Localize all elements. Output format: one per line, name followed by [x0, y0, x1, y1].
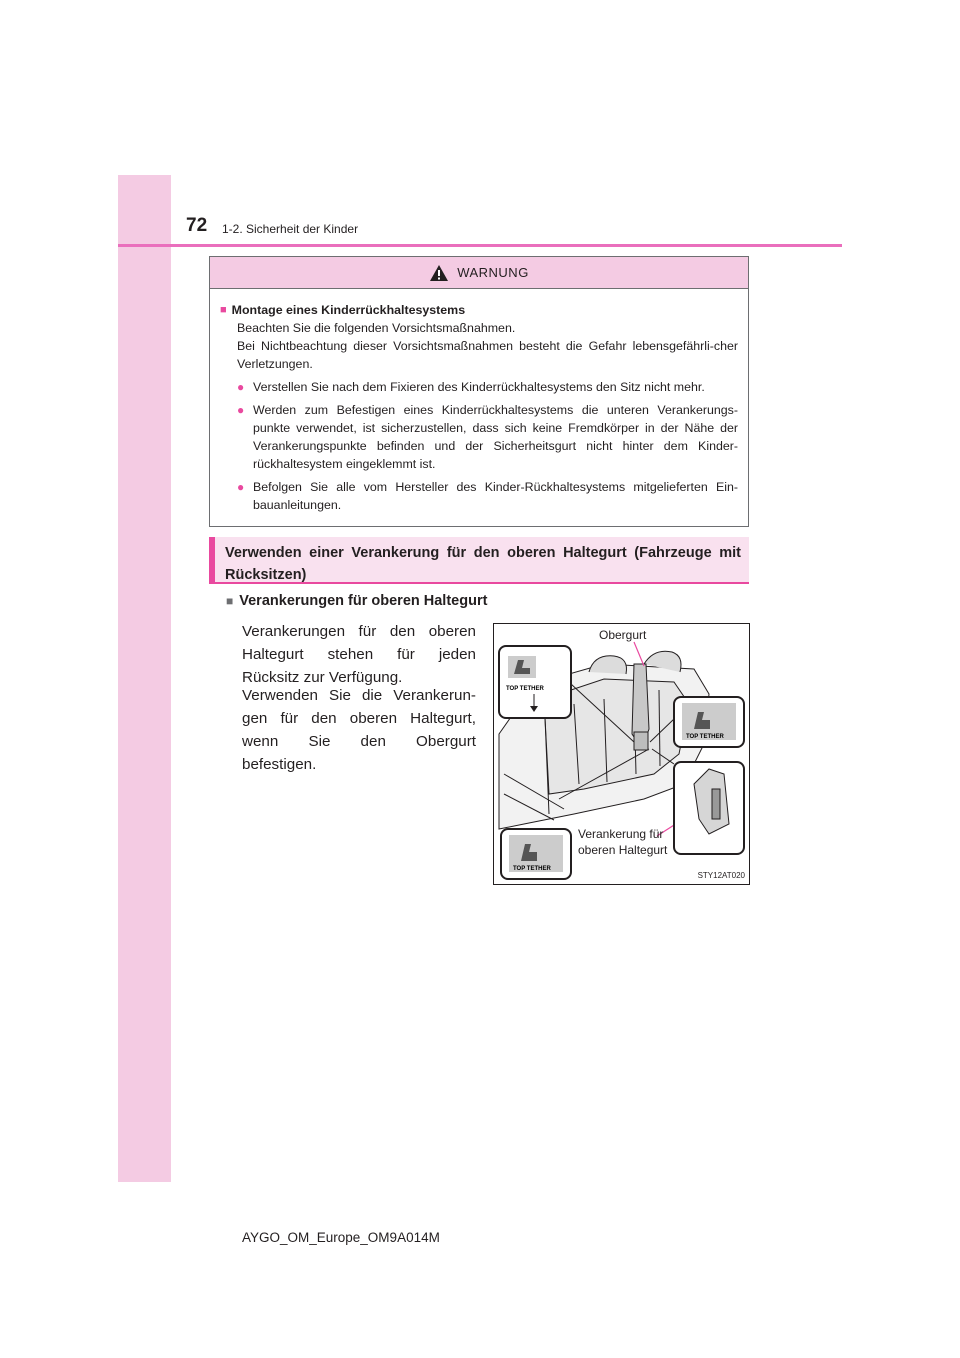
badge-text: TOP TETHER: [513, 866, 551, 872]
warning-bullet: [237, 378, 738, 396]
circle-bullet-icon: ●: [237, 480, 245, 494]
circle-bullet-icon: ●: [237, 403, 245, 417]
side-color-strip: [118, 175, 171, 1182]
warning-heading: [220, 301, 738, 319]
warning-bullet-text: Verstellen Sie nach dem Fixieren des Kinderrückhaltesystems den Sitz nicht mehr.: [253, 380, 705, 394]
warning-triangle-icon: [429, 264, 449, 282]
warning-bullet: [237, 401, 738, 473]
badge-text: TOP TETHER: [686, 734, 724, 740]
footer-document-id: AYGO_OM_Europe_OM9A014M: [242, 1230, 440, 1245]
subsection-heading-text: Verankerungen für oberen Haltegurt: [239, 593, 488, 609]
top-tether-badge-callout: [501, 829, 571, 879]
warning-header: [210, 257, 748, 289]
label-verankerung: Verankerung für oberen Haltegurt: [578, 827, 668, 857]
warning-title: WARNUNG: [457, 265, 529, 280]
top-tether-badge-callout: [499, 646, 571, 718]
square-bullet-icon: ■: [220, 304, 227, 316]
section-banner: Verwenden einer Verankerung für den oberen Haltegurt (Fahrzeuge mit Rücksitzen): [209, 537, 749, 584]
body-paragraph-2: Verwenden Sie die Verankerun-gen für den oberen Haltegurt, wenn Sie den Obergurt befestigen.: [242, 687, 476, 773]
warning-bullet-text: Befolgen Sie alle vom Hersteller des Kinder-Rückhaltesystems mitgelieferten Ein-bauanleitungen.: [253, 480, 738, 512]
circle-bullet-icon: ●: [237, 380, 245, 394]
warning-body: [210, 289, 748, 514]
warning-box: [209, 256, 749, 527]
square-bullet-icon: ■: [226, 594, 234, 608]
anchor-zoom-callout: [674, 762, 744, 854]
page-number: 72: [186, 215, 208, 236]
warning-heading-text: Montage eines Kinderrückhaltesystems: [231, 303, 466, 317]
label-obergurt: Obergurt: [599, 628, 647, 642]
subsection-heading: [226, 593, 487, 609]
top-tether-badge-callout: [674, 697, 744, 747]
warning-intro-2: Bei Nichtbeachtung dieser Vorsichtsmaßnahmen besteht die Gefahr lebensgefährli-cher Verletzungen.: [237, 339, 738, 371]
warning-bullet: [237, 478, 738, 514]
section-title: 1-2. Sicherheit der Kinder: [222, 222, 359, 236]
header-rule: [118, 244, 842, 247]
body-paragraph-1: Verankerungen für den oberen Haltegurt stehen für jeden Rücksitz zur Verfügung.: [242, 623, 476, 686]
badge-text: TOP TETHER: [506, 686, 544, 692]
warning-bullet-text: Werden zum Befestigen eines Kinderrückhaltesystems die unteren Verankerungs-punkte verwendet, ist sicherzustellen, dass sich keine Fremdkörper in der Nähe der Verankerungspunkte befinden und der Sicherheitsgurt nicht hinter dem Kinder-rückhaltesystem eingeklemmt ist.: [253, 403, 738, 471]
figure-code: STY12AT020: [697, 871, 745, 880]
top-tether-figure: [493, 623, 750, 885]
warning-intro-1: Beachten Sie die folgenden Vorsichtsmaßnahmen.: [237, 321, 516, 335]
